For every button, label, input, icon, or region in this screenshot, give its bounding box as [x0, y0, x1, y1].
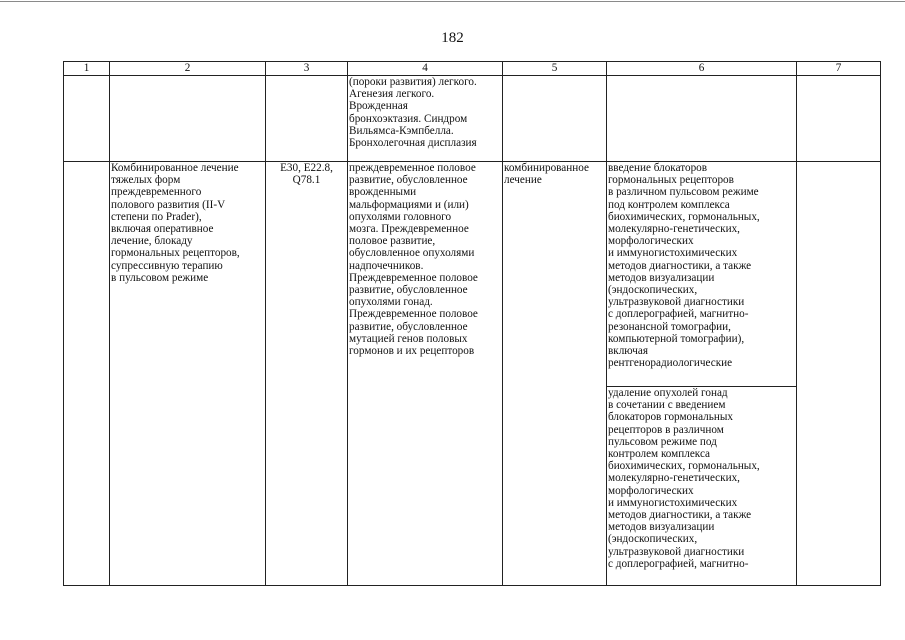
column-number-row [64, 62, 881, 76]
cell-treatment-name: Комбинированное лечение тяжелых форм преждевременного полового развития (II-V степени по Prader), включая оперативное лечение, блокаду гормональных рецепторов, супрессивную терапию в пульсовом режиме [110, 162, 266, 586]
cell-treatment-type: комбинированное лечение [503, 162, 607, 586]
column-number: 5 [503, 62, 607, 76]
cell-method-b: удаление опухолей гонад в сочетании с введением блокаторов гормональных рецепторов в различном пульсовом режиме под контролем комплекса биохимических, гормональных, молекулярно-генетических, морфологических и иммуногистохимических методов диагностики, а также методов визуализации (эндоскопических, ультразвуковой диагностики с доплерографией, магнитно- [607, 387, 797, 586]
top-border-line [0, 1, 905, 2]
cell-icd-codes: E30, E22.8, Q78.1 [266, 162, 348, 586]
column-number: 7 [797, 62, 881, 76]
cell-method-a: введение блокаторов гормональных рецепторов в различном пульсовом режиме под контролем комплекса биохимических, гормональных, молекулярно-генетических, морфологических и иммуногистохимических методов диагностики, а также методов визуализации (эндоскопических, ультразвуковой диагностики с доплерографией, магнитно- резонансной томографии, компьютерной томографии), включая рентгенорадиологические [607, 162, 797, 387]
column-number: 3 [266, 62, 348, 76]
cell-col1 [64, 162, 110, 586]
cell-diagnosis: (пороки развития) легкого. Агенезия легкого. Врожденная бронхоэктазия. Синдром Вильямса-Кэмпбелла. Бронхолегочная дисплазия [348, 76, 503, 162]
cell-col7 [797, 76, 881, 162]
cell-col5 [503, 76, 607, 162]
page-number: 182 [441, 30, 464, 46]
cell-col1 [64, 76, 110, 162]
column-number: 6 [607, 62, 797, 76]
column-number: 4 [348, 62, 503, 76]
cell-col2 [110, 76, 266, 162]
table-row [64, 76, 881, 162]
cell-col6 [607, 76, 797, 162]
column-number: 1 [64, 62, 110, 76]
cell-col7 [797, 162, 881, 586]
cell-col3 [266, 76, 348, 162]
procedures-table [63, 61, 881, 586]
column-number: 2 [110, 62, 266, 76]
table-row [64, 162, 881, 387]
cell-diagnosis: преждевременное половое развитие, обусловленное врожденными мальформациями и (или) опухолями головного мозга. Преждевременное половое развитие, обусловленное опухолями надпочечников. Преждевременное половое развитие, обусловленное опухолями гонад. Преждевременное половое развитие, обусловленное мутацией генов половых гормонов и их рецепторов [348, 162, 503, 586]
